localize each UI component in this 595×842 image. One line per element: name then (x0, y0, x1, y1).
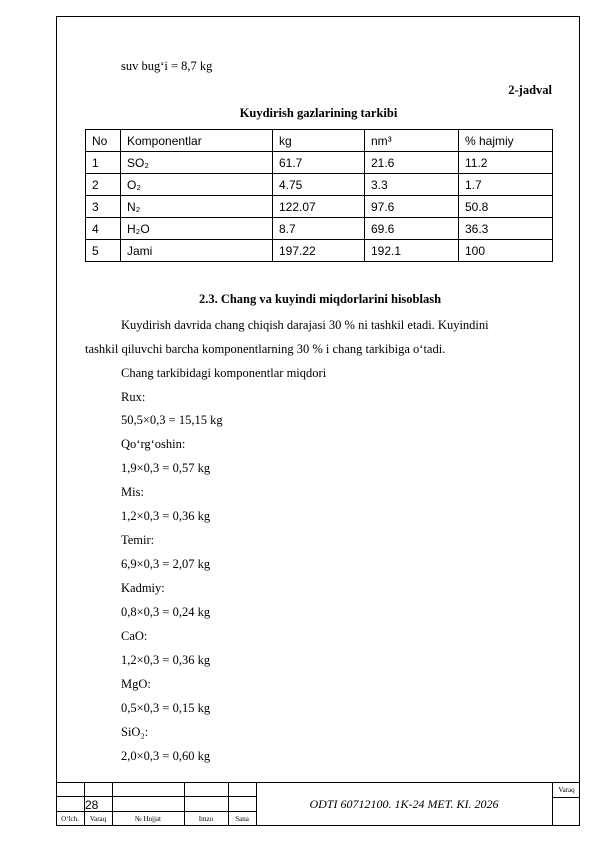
component-calc: 1,2×0,3 = 0,36 kg (121, 653, 211, 667)
title-block (56, 782, 580, 826)
stamp-col-label: Sana (235, 815, 249, 823)
table-caption-number: 2-jadval (508, 83, 552, 97)
component-label: Kadmiy: (121, 581, 165, 595)
stamp-col-label: Imzo (198, 815, 214, 823)
table-cell: 1.7 (459, 174, 553, 196)
component-calc: 2,0×0,3 = 0,60 kg (121, 749, 211, 763)
component-label: Temir: (121, 533, 155, 547)
table-row (86, 240, 553, 262)
component-calc: 6,9×0,3 = 2,07 kg (121, 557, 211, 571)
table-cell: 5 (86, 240, 121, 262)
stamp-col-label: Varaq (89, 815, 107, 823)
table-cell: 3 (86, 196, 121, 218)
paragraph-line: Kuydirish davrida chang chiqish darajasi 30 % ni tashkil etadi. Kuyindini (121, 318, 489, 332)
table-cell: 36.3 (459, 218, 553, 240)
table-cell: 61.7 (273, 152, 365, 174)
document-code: ODTI 60712100. 1K-24 MET. KI. 2026 (309, 797, 499, 811)
table-cell: 192.1 (365, 240, 459, 262)
table-cell: 69.6 (365, 218, 459, 240)
page-number: 28 (85, 798, 99, 812)
table-cell: 11.2 (459, 152, 553, 174)
top-text: suv bug‘i = 8,7 kg (121, 59, 213, 73)
table-cell: 4.75 (273, 174, 365, 196)
component-label: SiO₂: (121, 725, 149, 739)
table-row (86, 152, 553, 174)
component-label: MgO: (121, 677, 151, 691)
section-title: 2.3. Chang va kuyindi miqdorlarini hisoblash (198, 292, 442, 306)
table-header-cell: kg (273, 130, 365, 152)
table-cell: 97.6 (365, 196, 459, 218)
component-label: Rux: (121, 390, 146, 404)
table-header-row (86, 130, 553, 152)
component-calc: 50,5×0,3 = 15,15 kg (121, 413, 223, 427)
table-row (86, 196, 553, 218)
table-title: Kuydirish gazlarining tarkibi (239, 106, 398, 120)
table-cell: H₂O (121, 218, 273, 240)
table-cell: Jami (121, 240, 273, 262)
paragraph: Chang tarkibidagi komponentlar miqdori (121, 366, 327, 380)
table-row (86, 218, 553, 240)
table-header-cell: Komponentlar (121, 130, 273, 152)
table-cell: 1 (86, 152, 121, 174)
table-cell: 122.07 (273, 196, 365, 218)
table-cell: 2 (86, 174, 121, 196)
stamp-col-label: № Hujjat (135, 815, 161, 823)
paragraph-line: tashkil qiluvchi barcha komponentlarning 30 % i chang tarkibiga o‘tadi. (85, 342, 446, 356)
component-calc: 0,5×0,3 = 0,15 kg (121, 701, 211, 715)
varaq-label: Varaq (558, 786, 575, 794)
table-cell: 4 (86, 218, 121, 240)
table-cell: SO₂ (121, 152, 273, 174)
table-row (86, 174, 553, 196)
table-cell: 50.8 (459, 196, 553, 218)
component-calc: 1,9×0,3 = 0,57 kg (121, 461, 211, 475)
table-cell: 100 (459, 240, 553, 262)
table-cell: 3.3 (365, 174, 459, 196)
component-calc: 0,8×0,3 = 0,24 kg (121, 605, 211, 619)
table-header-cell: No (86, 130, 121, 152)
table-cell: N₂ (121, 196, 273, 218)
table-cell: 197.22 (273, 240, 365, 262)
stamp-col-label: O‘lch. (61, 815, 79, 823)
table-cell: 21.6 (365, 152, 459, 174)
table-cell: O₂ (121, 174, 273, 196)
table-header-cell: nm³ (365, 130, 459, 152)
component-label: Qo‘rg‘oshin: (121, 437, 186, 451)
gas-composition-table (85, 129, 553, 262)
component-calc: 1,2×0,3 = 0,36 kg (121, 509, 211, 523)
table-cell: 8.7 (273, 218, 365, 240)
component-label: Mis: (121, 485, 144, 499)
table-header-cell: % hajmiy (459, 130, 553, 152)
component-label: CaO: (121, 629, 148, 643)
